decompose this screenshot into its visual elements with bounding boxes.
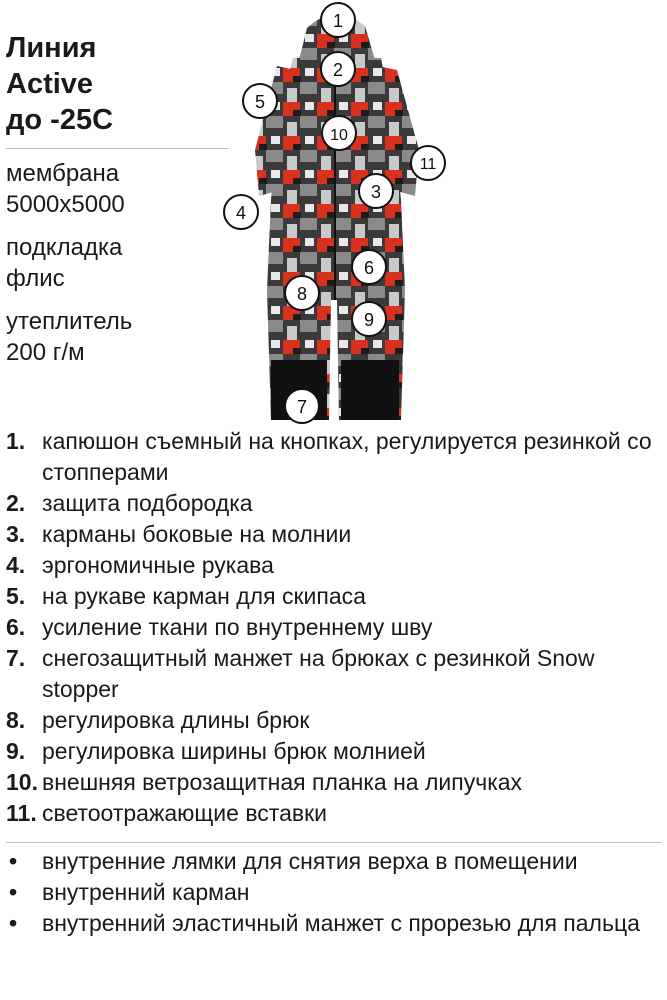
extra-text: внутренний эластичный манжет с прорезью для пальца <box>42 910 640 936</box>
feature-number: 4. <box>6 552 26 578</box>
jumpsuit-figure <box>215 0 455 430</box>
callout-label: 4 <box>235 203 247 223</box>
feature-text: на рукаве карман для скипаса <box>42 583 366 609</box>
feature-number: 6. <box>6 614 26 640</box>
bullet-icon: • <box>9 848 18 874</box>
extras-list <box>6 846 661 939</box>
extras-divider <box>6 842 661 843</box>
callout-marker <box>321 52 355 86</box>
extra-item <box>6 908 661 939</box>
feature-number: 3. <box>6 521 26 547</box>
callout-label: 8 <box>296 284 308 304</box>
spec-membrane <box>6 158 125 220</box>
callout-label: 11 <box>419 156 437 173</box>
specs-divider <box>6 148 228 149</box>
callout-label: 2 <box>332 60 344 80</box>
feature-number: 5. <box>6 583 26 609</box>
callout-label: 10 <box>330 127 348 144</box>
callout-marker <box>285 389 319 423</box>
spec-value: 200 г/м <box>6 339 85 366</box>
extra-item <box>6 846 661 877</box>
callout-marker <box>243 84 277 118</box>
feature-item <box>6 705 661 736</box>
feature-item <box>6 736 661 767</box>
title-line-3: до -25С <box>6 104 114 136</box>
feature-item <box>6 550 661 581</box>
feature-number: 11. <box>6 800 37 826</box>
feature-text: усиление ткани по внутреннему шву <box>42 614 433 640</box>
callout-marker <box>352 302 386 336</box>
feature-number: 8. <box>6 707 26 733</box>
product-line-title <box>6 30 113 138</box>
extra-text: внутренний карман <box>42 879 250 905</box>
feature-item <box>6 612 661 643</box>
title-line-1: Линия <box>6 32 97 64</box>
feature-text: регулировка длины брюк <box>42 707 310 733</box>
spec-label: подкладка <box>6 234 123 261</box>
callout-marker <box>321 3 355 37</box>
feature-number: 7. <box>6 645 26 671</box>
feature-text: защита подбородка <box>42 490 253 516</box>
extra-item <box>6 877 661 908</box>
callout-label: 6 <box>363 258 375 278</box>
callout-layer <box>215 0 455 430</box>
extra-text: внутренние лямки для снятия верха в помещении <box>42 848 578 874</box>
feature-item <box>6 426 661 488</box>
feature-item <box>6 798 661 829</box>
feature-item <box>6 519 661 550</box>
spec-value: флис <box>6 265 65 292</box>
callout-label: 7 <box>296 397 308 417</box>
spec-lining <box>6 232 122 294</box>
bullet-icon: • <box>9 910 18 936</box>
feature-number: 9. <box>6 738 26 764</box>
bullet-icon: • <box>9 879 18 905</box>
feature-item <box>6 767 661 798</box>
feature-item <box>6 581 661 612</box>
feature-text: снегозащитный манжет на брюках с резинкой Snow stopper <box>42 645 595 702</box>
title-line-2: Active <box>6 68 94 100</box>
feature-text: карманы боковые на молнии <box>42 521 352 547</box>
feature-text: светоотражающие вставки <box>42 800 327 826</box>
callout-marker <box>352 250 386 284</box>
feature-number: 10. <box>6 769 38 795</box>
callout-marker <box>322 116 356 150</box>
spec-label: мембрана <box>6 160 120 187</box>
feature-text: капюшон съемный на кнопках, регулируется резинкой со стопперами <box>42 428 652 485</box>
callout-label: 3 <box>370 182 382 202</box>
spec-value: 5000х5000 <box>6 191 125 218</box>
feature-item <box>6 643 661 705</box>
callout-marker <box>285 276 319 310</box>
feature-number: 1. <box>6 428 26 454</box>
feature-number: 2. <box>6 490 26 516</box>
feature-text: регулировка ширины брюк молнией <box>42 738 426 764</box>
callout-label: 5 <box>254 92 266 112</box>
feature-text: внешняя ветрозащитная планка на липучках <box>42 769 523 795</box>
callout-label: 1 <box>332 11 344 31</box>
feature-item <box>6 488 661 519</box>
spec-label: утеплитель <box>6 308 133 335</box>
callout-label: 9 <box>363 310 375 330</box>
callout-marker <box>359 174 393 208</box>
spec-insulation <box>6 306 132 368</box>
callout-marker <box>411 146 445 180</box>
feature-list <box>6 426 661 829</box>
feature-text: эргономичные рукава <box>42 552 274 578</box>
callout-marker <box>224 195 258 229</box>
